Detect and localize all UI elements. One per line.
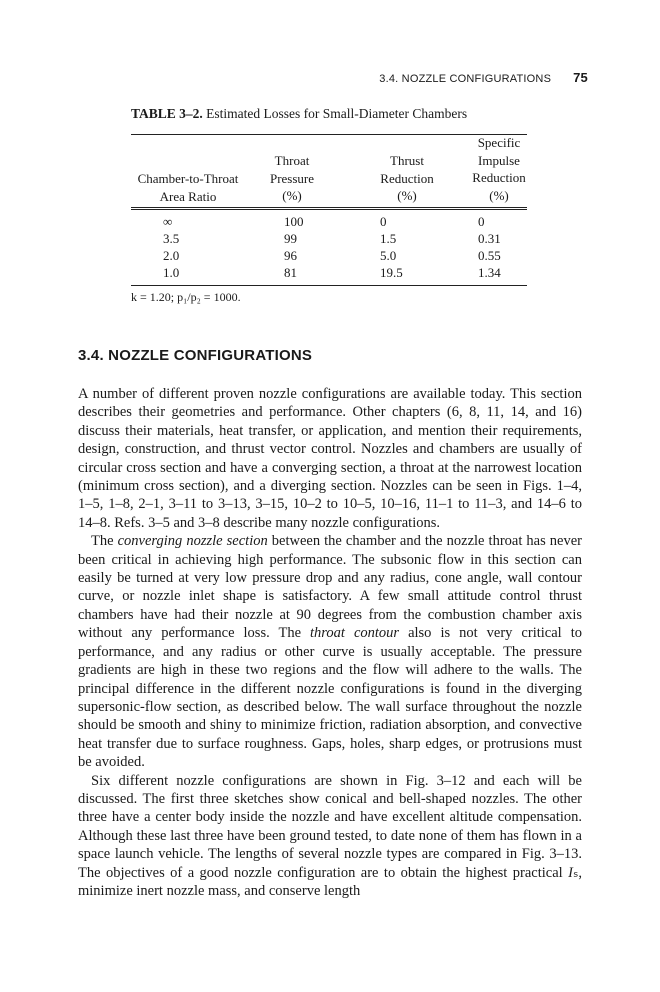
- table-cell: 19.5: [380, 265, 403, 280]
- paragraph: [78, 772, 582, 901]
- table-header-specific-impulse-reduction: [461, 134, 537, 204]
- paragraph: [78, 532, 582, 771]
- body-text: [78, 385, 582, 900]
- text-segment: The: [91, 533, 118, 550]
- header-line: Area Ratio: [159, 188, 217, 204]
- table-header-rule-double: [131, 209, 527, 210]
- text-segment-italic: throat contour: [310, 625, 400, 642]
- table-cell: 100: [284, 214, 304, 229]
- running-head: [0, 70, 588, 85]
- table-cell: 1.34: [478, 265, 501, 280]
- header-line: Pressure: [269, 170, 315, 186]
- table-caption-text: Estimated Losses for Small-Diameter Chambers: [206, 106, 468, 121]
- table-header-throat-pressure: [262, 152, 322, 205]
- table-bottom-rule: [131, 285, 527, 286]
- header-line: Thrust: [390, 153, 424, 168]
- table-cell: 1.5: [380, 231, 397, 246]
- table-header-area-ratio: [117, 170, 259, 205]
- table-caption: [131, 106, 467, 122]
- table-caption-label: TABLE 3–2.: [131, 106, 203, 121]
- text-segment: also is not very critical to performance, and any radius or other curve is usually acceptable. The pressure gradients are high in these two regions and the flow will adhere to the walls. The principal difference in the different nozzle configurations is found in the diverging supersonic-flow section, as described below. The wall surface throughout the nozzle should be smooth and shiny to minimize friction, radiation absorption, and convective heat transfer due to surface roughness. Gaps, holes, sharp edges, or protrusions must be avoided.: [78, 625, 582, 771]
- table-cell: ∞: [163, 214, 173, 229]
- table-cell: 96: [284, 248, 297, 263]
- header-line: Specific: [477, 135, 521, 150]
- table-cell: 0.55: [478, 248, 501, 263]
- header-line: (%): [489, 187, 509, 203]
- text-segment-italic: I: [568, 864, 573, 881]
- table-cell: 81: [284, 265, 297, 280]
- header-line: Reduction: [380, 170, 434, 186]
- text-segment: ₛ, minimize inert nozzle mass, and conserve length: [78, 864, 582, 899]
- table-header-thrust-reduction: [360, 152, 454, 205]
- table-header-rule: [131, 207, 527, 208]
- text-segment: between the chamber and the nozzle throat has never been critical in achieving high performance. The subsonic flow in this section can easily be turned at very low pressure drop and any radius, cone angle, wall contour curve, or nozzle inlet shape is satisfactory. A few small attitude control thrust chambers have had their nozzle at 90 degrees from the combustion chamber axis without any performance loss. The: [78, 533, 582, 642]
- header-line: Throat: [274, 153, 310, 168]
- header-line: Reduction: [472, 170, 526, 185]
- header-line: Impulse: [478, 152, 520, 168]
- text-segment-italic: converging nozzle section: [117, 533, 268, 550]
- table-cell: 0: [478, 214, 485, 229]
- header-line: (%): [397, 188, 417, 203]
- page-number: 75: [573, 70, 588, 85]
- table-cell: 2.0: [163, 248, 180, 263]
- table-cell: 0: [380, 214, 387, 229]
- section-heading: 3.4. NOZZLE CONFIGURATIONS: [78, 347, 313, 364]
- table-cell: 0.31: [478, 231, 501, 246]
- text-segment: Six different nozzle configurations are shown in Fig. 3–12 and each will be discussed. The first three sketches show conical and bell-shaped nozzles. The other three have a center body inside the nozzle and have excellent altitude compensation. Although these last three have been ground tested, to date none of them has flown in a space launch vehicle. The lengths of several nozzle types are compared in Fig. 3–13. The objectives of a good nozzle configuration are to obtain the highest practical: [78, 772, 582, 881]
- table-cell: 5.0: [380, 248, 397, 263]
- text-segment: A number of different proven nozzle configurations are available today. This section describes their geometries and performance. Other chapters (6, 8, 11, 14, and 16) discuss their materials, heat transfer, or application, and mention their requirements, design, construction, and thrust vector control. Nozzles and chambers are usually of circular cross section and have a converging section, a throat at the narrowest location (minimum cross section), and a diverging section. Nozzles can be seen in Figs. 1–4, 1–5, 1–8, 2–1, 3–11 to 3–13, 3–15, 10–2 to 10–5, 10–16, 11–1 to 11–3, and 14–6 to 14–8. Refs. 3–5 and 3–8 describe many nozzle configurations.: [78, 386, 582, 531]
- running-head-section: 3.4. NOZZLE CONFIGURATIONS: [379, 73, 552, 85]
- table-footnote: k = 1.20; p₁/p₂ = 1000.: [131, 290, 241, 304]
- paragraph: [78, 385, 582, 532]
- table-cell: 99: [284, 231, 297, 246]
- header-line: (%): [282, 188, 302, 203]
- table-cell: 1.0: [163, 265, 180, 280]
- table-cell: 3.5: [163, 231, 180, 246]
- header-line: Chamber-to-Throat: [137, 171, 239, 186]
